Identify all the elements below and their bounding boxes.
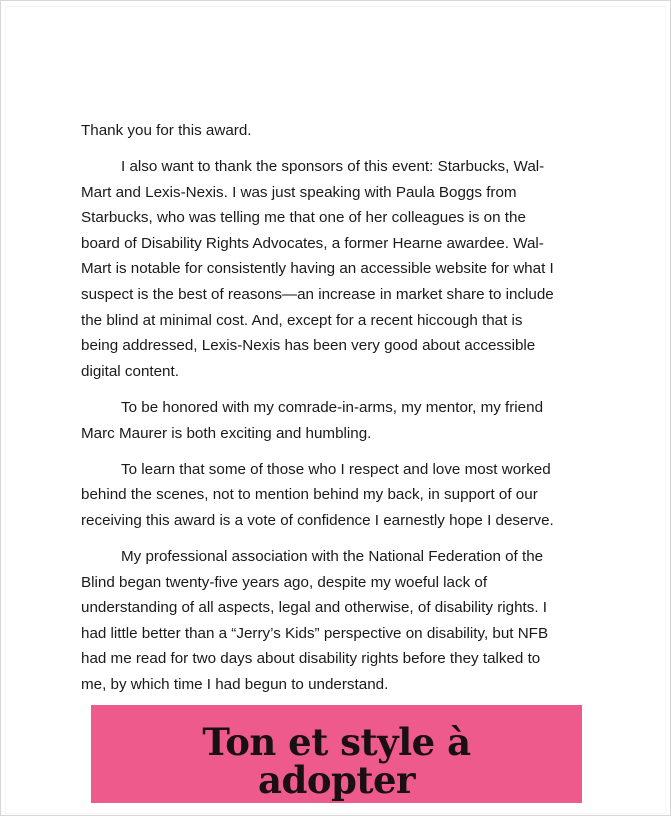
paragraph-honored (81, 395, 611, 446)
text-line: Mart is notable for consistently having an accessible website for what I (81, 260, 554, 278)
text-line: board of Disability Rights Advocates, a former Hearne awardee. Wal- (81, 234, 544, 252)
paragraph-learn (81, 457, 611, 534)
text-line: Mart and Lexis-Nexis. I was just speaking with Paula Boggs from (81, 183, 517, 201)
text-line: suspect is the best of reasons—an increase in market share to include (81, 286, 554, 304)
text-line: I also want to thank the sponsors of this event: Starbucks, Wal- (121, 158, 545, 176)
text-line: being addressed, Lexis-Nexis has been very good about accessible (81, 337, 536, 355)
text-line: behind the scenes, not to mention behind my back, in support of our (81, 486, 538, 504)
text-line: To be honored with my comrade-in-arms, my mentor, my friend (121, 398, 544, 416)
banner-title-line-1: Ton et style à (202, 720, 471, 764)
text-line: had me read for two days about disability rights before they talked to (81, 650, 541, 668)
text-line: To learn that some of those who I respect and love most worked (121, 460, 551, 478)
text-line: Starbucks, who was telling me that one of her colleagues is on the (81, 209, 526, 227)
speech-body (81, 118, 611, 708)
paragraph-sponsors (81, 154, 611, 384)
banner-title-line-2: adopter (257, 758, 416, 802)
title-banner (91, 705, 582, 803)
text-line: receiving this award is a vote of confidence I earnestly hope I deserve. (81, 511, 554, 529)
paragraph-thanks (81, 118, 611, 144)
text-line: me, by which time I had begun to understand. (81, 675, 389, 693)
text-line: Blind began twenty-five years ago, despite my woeful lack of (81, 573, 488, 591)
text-line: understanding of all aspects, legal and otherwise, of disability rights. I (81, 599, 548, 617)
text-line: digital content. (81, 362, 179, 380)
text-line: the blind at minimal cost. And, except for a recent hiccough that is (81, 311, 523, 329)
text-line: Marc Maurer is both exciting and humbling. (81, 424, 372, 442)
paragraph-association (81, 544, 611, 698)
text-line: had little better than a “Jerry’s Kids” perspective on disability, but NFB (81, 624, 549, 642)
text-line: Thank you for this award. (81, 122, 252, 139)
text-line: My professional association with the National Federation of the (121, 547, 544, 565)
